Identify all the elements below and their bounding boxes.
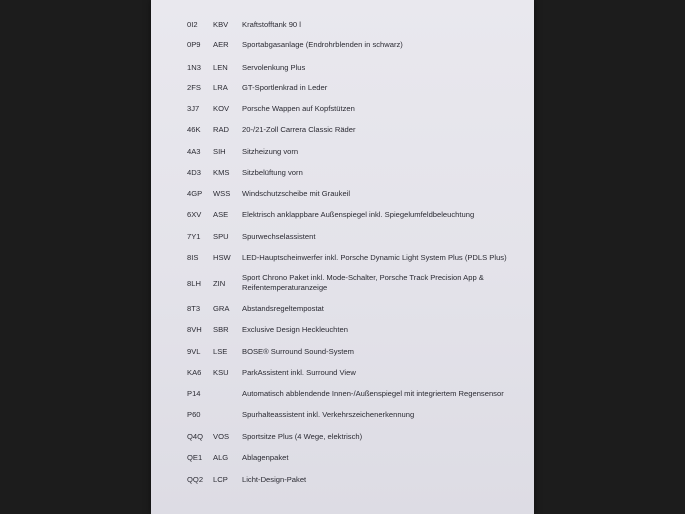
option-abbr: SIH	[213, 147, 226, 156]
option-description: LED-Hauptscheinwerfer inkl. Porsche Dynamic Light System Plus (PDLS Plus)	[242, 253, 507, 262]
option-abbr: KOV	[213, 104, 230, 113]
option-description: Ablagenpaket	[242, 453, 289, 462]
option-code: 8IS	[187, 253, 199, 262]
option-abbr: RAD	[213, 125, 230, 134]
option-code: 0I2	[187, 20, 198, 29]
option-abbr: ASE	[213, 210, 229, 219]
option-abbr: HSW	[213, 253, 231, 262]
document-page	[151, 0, 534, 514]
option-description: Elektrisch anklappbare Außenspiegel inkl. Spiegelumfeldbeleuchtung	[242, 210, 475, 219]
option-code: 9VL	[187, 347, 201, 356]
option-description: Abstandsregeltempostat	[242, 304, 324, 313]
option-abbr: KSU	[213, 368, 229, 377]
option-abbr: SPU	[213, 232, 229, 241]
option-abbr: LEN	[213, 63, 228, 72]
option-description: Exclusive Design Heckleuchten	[242, 325, 348, 334]
option-description: Windschutzscheibe mit Graukeil	[242, 189, 351, 198]
option-description: Sport Chrono Paket inkl. Mode-Schalter, Porsche Track Precision App & Reifentemperaturanzeige	[242, 273, 484, 292]
option-code: P14	[187, 389, 201, 398]
option-description: BOSE® Surround Sound-System	[242, 347, 354, 356]
option-description: Licht-Design-Paket	[242, 475, 307, 484]
option-code: 4A3	[187, 147, 201, 156]
option-abbr: ALG	[213, 453, 229, 462]
option-code: 0P9	[187, 40, 201, 49]
option-description: Automatisch abblendende Innen-/Außenspiegel mit integriertem Regensensor	[242, 389, 504, 398]
option-description: Spurhalteassistent inkl. Verkehrszeichenerkennung	[242, 410, 415, 419]
option-description: 20-/21-Zoll Carrera Classic Räder	[242, 125, 356, 134]
option-code: 4GP	[187, 189, 203, 198]
option-code: 6XV	[187, 210, 202, 219]
option-code: KA6	[187, 368, 202, 377]
option-abbr: KBV	[213, 20, 229, 29]
option-description: Sitzbelüftung vorn	[242, 168, 303, 177]
option-code: 7Y1	[187, 232, 201, 241]
option-abbr: WSS	[213, 189, 231, 198]
option-code: 8VH	[187, 325, 202, 334]
option-code: 3J7	[187, 104, 200, 113]
option-description: Kraftstofftank 90 l	[242, 20, 301, 29]
option-abbr: GRA	[213, 304, 230, 313]
option-code: 8T3	[187, 304, 201, 313]
option-description: Sitzheizung vorn	[242, 147, 299, 156]
option-code: 2FS	[187, 83, 201, 92]
option-code: 4D3	[187, 168, 201, 177]
option-abbr: LCP	[213, 475, 228, 484]
option-abbr: LSE	[213, 347, 228, 356]
option-code: 8LH	[187, 279, 201, 288]
option-description: Spurwechselassistent	[242, 232, 316, 241]
option-description: Sportsitze Plus (4 Wege, elektrisch)	[242, 432, 363, 441]
option-description: Servolenkung Plus	[242, 63, 306, 72]
option-code: Q4Q	[187, 432, 204, 441]
option-description: Porsche Wappen auf Kopfstützen	[242, 104, 355, 113]
option-description: GT-Sportlenkrad in Leder	[242, 83, 328, 92]
option-abbr: SBR	[213, 325, 229, 334]
option-code: 46K	[187, 125, 201, 134]
option-description: Sportabgasanlage (Endrohrblenden in schwarz)	[242, 40, 403, 49]
option-description: ParkAssistent inkl. Surround View	[242, 368, 356, 377]
option-code: QE1	[187, 453, 203, 462]
option-abbr: KMS	[213, 168, 230, 177]
option-abbr: LRA	[213, 83, 228, 92]
option-code: 1N3	[187, 63, 201, 72]
option-code: P60	[187, 410, 201, 419]
option-abbr: ZIN	[213, 279, 226, 288]
option-abbr: AER	[213, 40, 229, 49]
option-code: QQ2	[187, 475, 204, 484]
option-abbr: VOS	[213, 432, 230, 441]
